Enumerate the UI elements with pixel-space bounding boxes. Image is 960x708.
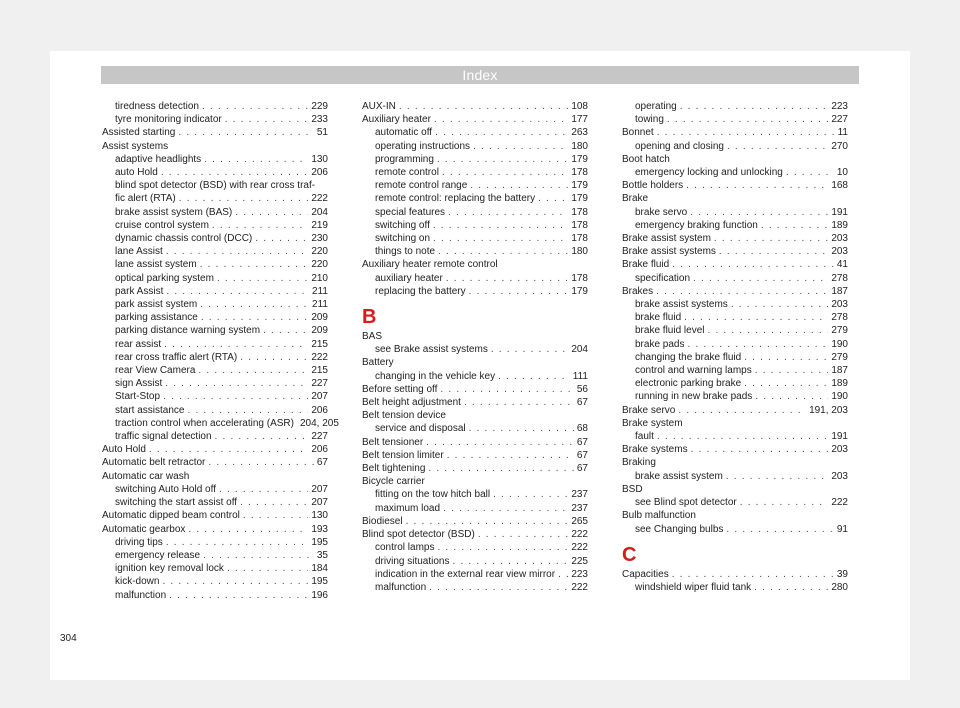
index-entry: emergency locking and unlocking . . . 10 — [622, 166, 848, 179]
index-heading: BAS — [362, 331, 383, 343]
index-entry: Automatic dipped beam control . . . 130 — [102, 509, 328, 522]
index-entry: dynamic chassis control (DCC) . . . 230 — [102, 232, 328, 245]
index-entry: see Changing bulbs . . . 91 — [622, 523, 848, 536]
index-entry: tiredness detection . . . 229 — [102, 100, 328, 113]
index-entry: start assistance . . . 206 — [102, 404, 328, 417]
index-entry: auto Hold . . . 206 — [102, 166, 328, 179]
index-entry: cruise control system . . . 219 — [102, 219, 328, 232]
index-entry: brake assist system . . . 203 — [622, 470, 848, 483]
index-entry: things to note . . . 180 — [362, 245, 588, 258]
index-entry: Blind spot detector (BSD) . . . 222 — [362, 528, 588, 541]
index-column-1 — [102, 100, 339, 602]
index-entry: Start-Stop . . . 207 — [102, 390, 328, 403]
index-heading: blind spot detector (BSD) with rear cross traf- — [115, 180, 316, 192]
index-entry: see Blind spot detector . . . 222 — [622, 496, 848, 509]
index-entry: changing in the vehicle key . . . 111 — [362, 370, 588, 383]
index-heading: Auxiliary heater remote control — [362, 259, 498, 271]
index-heading: BSD — [622, 483, 643, 495]
index-entry: rear cross traffic alert (RTA) . . . 222 — [102, 351, 328, 364]
index-entry: malfunction . . . 196 — [102, 589, 328, 602]
index-entry: switching Auto Hold off . . . 207 — [102, 483, 328, 496]
section-letter-b: B — [362, 306, 377, 329]
index-entry: driving situations . . . 225 — [362, 555, 588, 568]
index-entry: windshield wiper fluid tank . . . 280 — [622, 581, 848, 594]
index-entry: Capacities . . . 39 — [622, 568, 848, 581]
index-entry: Assisted starting . . . 51 — [102, 126, 328, 139]
index-entry: tyre monitoring indicator . . . 233 — [102, 113, 328, 126]
index-entry: switching on . . . 178 — [362, 232, 588, 245]
index-entry: Brake fluid . . . 41 — [622, 258, 848, 271]
index-heading: Automatic car wash — [102, 470, 190, 482]
index-entry: Belt height adjustment . . . 67 — [362, 396, 588, 409]
index-heading: Brake — [622, 193, 649, 205]
page-number: 304 — [60, 633, 77, 644]
index-heading: Bicycle carrier — [362, 476, 425, 488]
index-entry: brake assist systems . . . 203 — [622, 298, 848, 311]
index-column-3 — [622, 100, 848, 594]
index-entry: Automatic gearbox . . . 193 — [102, 523, 328, 536]
index-entry: parking assistance . . . 209 — [102, 311, 328, 324]
index-entry: brake pads . . . 190 — [622, 338, 848, 351]
index-entry: Automatic belt retractor . . . 67 — [102, 456, 328, 469]
index-entry: replacing the battery . . . 179 — [362, 285, 588, 298]
index-entry: service and disposal . . . 68 — [362, 422, 588, 435]
index-entry: operating . . . 223 — [622, 100, 848, 113]
index-entry: opening and closing . . . 270 — [622, 140, 848, 153]
index-entry: fitting on the tow hitch ball . . . 237 — [362, 488, 588, 501]
index-entry: remote control range . . . 179 — [362, 179, 588, 192]
index-entry: lane Assist . . . 220 — [102, 245, 328, 258]
index-entry: rear View Camera . . . 215 — [102, 364, 328, 377]
index-entry: ignition key removal lock . . . 184 — [102, 562, 328, 575]
index-entry: Brake assist system . . . 203 — [622, 232, 848, 245]
index-entry: traffic signal detection . . . 227 — [102, 430, 328, 443]
index-entry: AUX-IN . . . 108 — [362, 100, 588, 113]
index-entry: control and warning lamps . . . 187 — [622, 364, 848, 377]
index-entry: auxiliary heater . . . 178 — [362, 272, 588, 285]
index-heading: Bulb malfunction — [622, 510, 696, 522]
index-entry: Auxiliary heater . . . 177 — [362, 113, 588, 126]
index-entry: switching the start assist off . . . 207 — [102, 496, 328, 509]
index-entry: control lamps . . . 222 — [362, 541, 588, 554]
index-entry: Belt tensioner . . . 67 — [362, 436, 588, 449]
index-entry: Brake assist systems . . . 203 — [622, 245, 848, 258]
index-entry: programming . . . 179 — [362, 153, 588, 166]
index-entry: running in new brake pads . . . 190 — [622, 390, 848, 403]
index-heading: Boot hatch — [622, 153, 670, 165]
page-title: Index — [462, 67, 498, 83]
page-header — [101, 66, 859, 84]
index-entry: optical parking system . . . 210 — [102, 272, 328, 285]
index-entry: malfunction . . . 222 — [362, 581, 588, 594]
index-entry: Brakes . . . 187 — [622, 285, 848, 298]
index-entry: rear assist . . . 215 — [102, 338, 328, 351]
index-entry: parking distance warning system . . . 209 — [102, 324, 328, 337]
index-entry: Brake systems . . . 203 — [622, 443, 848, 456]
index-entry: special features . . . 178 — [362, 206, 588, 219]
index-entry: Biodiesel . . . 265 — [362, 515, 588, 528]
index-entry: switching off . . . 178 — [362, 219, 588, 232]
index-entry: park assist system . . . 211 — [102, 298, 328, 311]
index-heading: Brake system — [622, 417, 683, 429]
index-heading: Battery — [362, 357, 394, 369]
index-entry: indication in the external rear view mirror . . . 223 — [362, 568, 588, 581]
index-entry: Bottle holders . . . 168 — [622, 179, 848, 192]
index-entry: Brake servo . . . 191, 203 — [622, 404, 848, 417]
index-entry: towing . . . 227 — [622, 113, 848, 126]
index-entry: emergency braking function . . . 189 — [622, 219, 848, 232]
index-entry: fault . . . 191 — [622, 430, 848, 443]
index-entry: driving tips . . . 195 — [102, 536, 328, 549]
index-heading: Belt tension device — [362, 410, 446, 422]
index-column-2 — [362, 100, 588, 594]
index-entry: electronic parking brake . . . 189 — [622, 377, 848, 390]
index-heading: Braking — [622, 457, 656, 469]
index-entry: Auto Hold . . . 206 — [102, 443, 328, 456]
index-entry: automatic off . . . 263 — [362, 126, 588, 139]
index-entry: lane assist system . . . 220 — [102, 258, 328, 271]
index-entry: changing the brake fluid . . . 279 — [622, 351, 848, 364]
index-entry: remote control: replacing the battery . . . 179 — [362, 192, 588, 205]
index-entry: adaptive headlights . . . 130 — [102, 153, 328, 166]
index-entry: fic alert (RTA) . . . 222 — [102, 192, 328, 205]
index-entry: operating instructions . . . 180 — [362, 140, 588, 153]
index-entry: kick-down . . . 195 — [102, 575, 328, 588]
index-entry: park Assist . . . 211 — [102, 285, 328, 298]
index-entry: emergency release . . . 35 — [102, 549, 328, 562]
index-entry: Belt tightening . . . 67 — [362, 462, 588, 475]
index-entry: Belt tension limiter . . . 67 — [362, 449, 588, 462]
index-entry: brake assist system (BAS) . . . 204 — [102, 206, 328, 219]
index-entry: remote control . . . 178 — [362, 166, 588, 179]
index-entry: brake servo . . . 191 — [622, 206, 848, 219]
section-letter-c: C — [622, 543, 637, 566]
index-entry: see Brake assist systems . . . 204 — [362, 343, 588, 356]
index-heading: Assist systems — [102, 140, 169, 152]
index-entry: brake fluid . . . 278 — [622, 311, 848, 324]
index-entry: brake fluid level . . . 279 — [622, 324, 848, 337]
index-entry: traction control when accelerating (ASR) 204, 205 — [115, 417, 339, 429]
index-entry: specification . . . 278 — [622, 272, 848, 285]
index-entry: Bonnet . . . 11 — [622, 126, 848, 139]
index-entry: sign Assist . . . 227 — [102, 377, 328, 390]
index-entry: maximum load . . . 237 — [362, 502, 588, 515]
index-entry: Before setting off . . . 56 — [362, 383, 588, 396]
